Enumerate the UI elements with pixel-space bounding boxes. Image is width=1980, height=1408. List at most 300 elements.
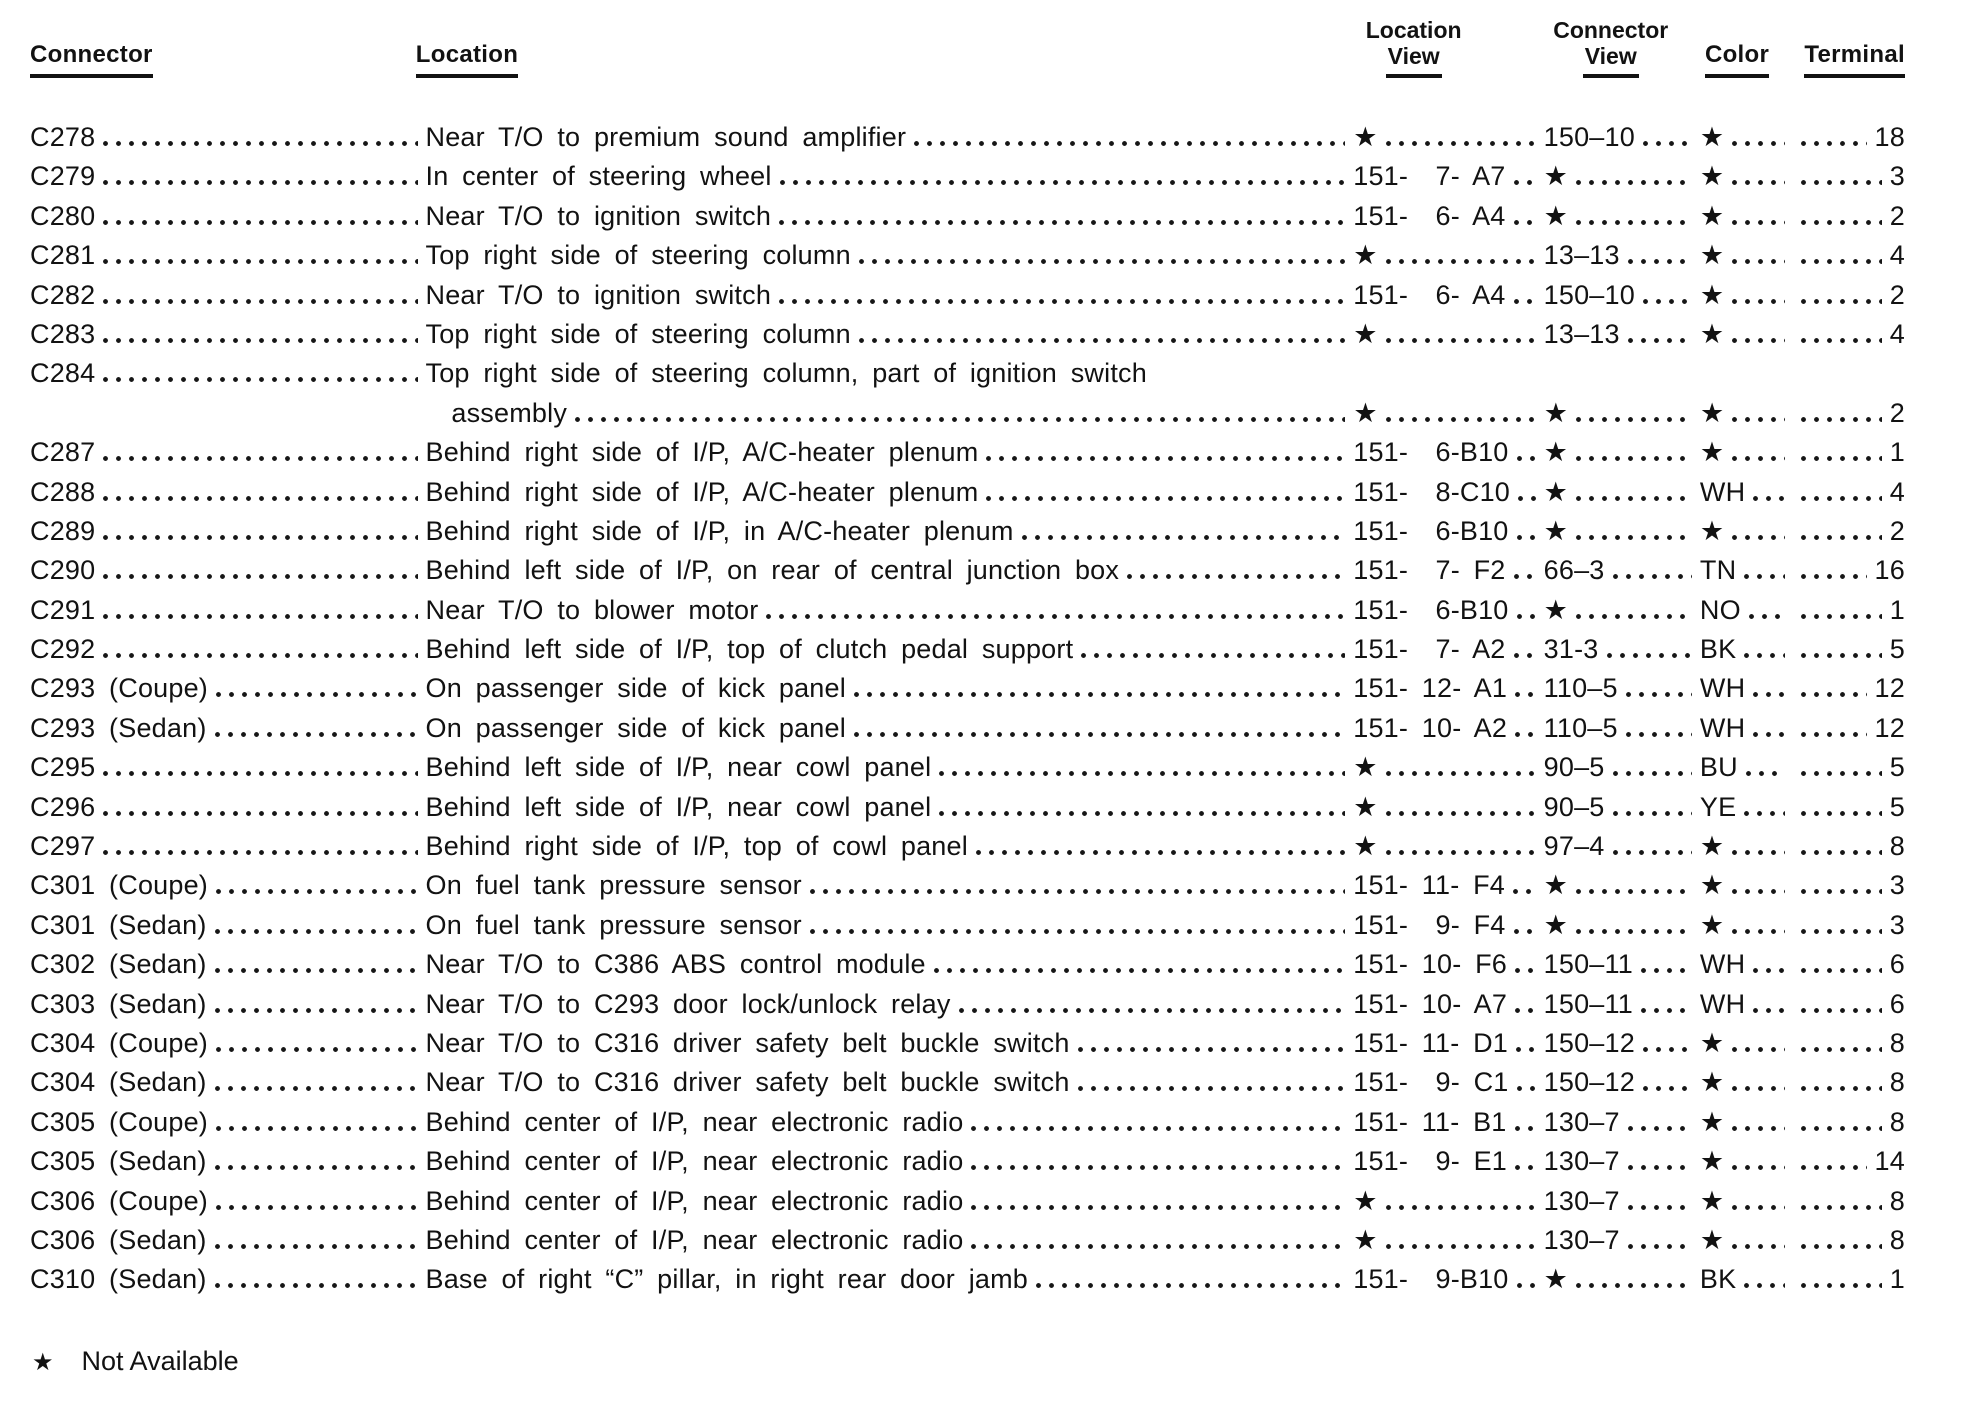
connector-id: C291 (30, 594, 96, 625)
connector-view-cell (1544, 473, 1700, 512)
terminal-value: 2 (1889, 279, 1905, 310)
location-view-value: 151- 8-C10 (1353, 476, 1511, 507)
connector-view-value: 150–12 (1543, 1067, 1635, 1098)
terminal-cell (1793, 197, 1950, 236)
dot-leader (1613, 850, 1692, 855)
dot-leader (1386, 1244, 1536, 1249)
location-cell (426, 1063, 1354, 1102)
dot-leader (1576, 535, 1692, 540)
color-value: ★ (1699, 909, 1725, 940)
dot-leader (103, 220, 417, 225)
connector-cell (30, 1182, 426, 1221)
dot-leader (1801, 1244, 1882, 1249)
color-value: ★ (1699, 122, 1725, 152)
location-text: Near T/O to C316 driver safety belt buckle switch (425, 1027, 1070, 1058)
dot-leader (1576, 889, 1692, 894)
color-cell (1700, 1024, 1793, 1063)
location-view-cell (1353, 1260, 1543, 1299)
dot-leader (1801, 1165, 1867, 1170)
dot-leader (939, 811, 1345, 816)
location-text: Near T/O to C293 door lock/unlock relay (425, 988, 951, 1019)
connector-view-cell (1544, 945, 1700, 984)
connector-view-value: 90–5 (1543, 791, 1605, 822)
location-cell (426, 1260, 1354, 1299)
location-text: Base of right “C” pillar, in right rear door jamb (425, 1264, 1029, 1295)
color-cell (1700, 788, 1793, 827)
color-value: ★ (1699, 279, 1725, 310)
dot-leader (1753, 496, 1784, 501)
dot-leader (1576, 614, 1692, 619)
dot-leader (810, 889, 1345, 894)
dot-leader (1744, 811, 1784, 816)
location-view-cell (1353, 276, 1543, 315)
color-cell (1700, 236, 1793, 275)
connector-view-cell (1544, 354, 1700, 393)
location-text: Top right side of steering column (425, 240, 851, 271)
connector-cell (30, 709, 426, 748)
dot-leader (1732, 1086, 1784, 1091)
connector-cell (30, 945, 426, 984)
dot-leader (1613, 811, 1692, 816)
dot-leader (959, 1008, 1346, 1013)
dot-leader (1746, 771, 1785, 776)
location-cell (426, 827, 1354, 866)
dot-leader (1386, 811, 1536, 816)
location-text: Behind left side of I/P, top of clutch pedal support (425, 634, 1074, 665)
location-text: Behind right side of I/P, A/C-heater plenum (425, 476, 979, 507)
dot-leader (1386, 338, 1536, 343)
dot-leader (1744, 574, 1784, 579)
dot-leader (1801, 535, 1882, 540)
connector-view-cell (1544, 157, 1700, 196)
dot-leader (1732, 535, 1784, 540)
color-value: ★ (1699, 200, 1725, 231)
connector-id: C279 (30, 161, 96, 192)
dot-leader (1801, 1205, 1882, 1210)
dot-leader (216, 692, 418, 697)
location-view-value: ★ (1353, 1185, 1378, 1216)
dot-leader (215, 1086, 418, 1091)
location-view-cell (1353, 630, 1543, 669)
color-cell (1700, 512, 1793, 551)
dot-leader (854, 732, 1345, 737)
dot-leader (1515, 732, 1536, 737)
connector-view-value: 130–7 (1543, 1224, 1620, 1255)
table-row (30, 591, 1950, 630)
terminal-cell (1793, 118, 1950, 157)
dot-leader (1732, 141, 1784, 146)
dot-leader (103, 614, 417, 619)
color-cell (1700, 394, 1793, 433)
connector-view-value: ★ (1543, 870, 1569, 901)
dot-leader (103, 456, 417, 461)
terminal-cell (1793, 512, 1950, 551)
terminal-cell (1793, 1142, 1950, 1181)
color-cell (1700, 1182, 1793, 1221)
dot-leader (1801, 574, 1867, 579)
table-row (30, 945, 1950, 984)
dot-leader (1801, 1008, 1882, 1013)
color-cell (1700, 118, 1793, 157)
table-row (30, 433, 1950, 472)
dot-leader (934, 968, 1346, 973)
location-view-value: 151- 6-B10 (1353, 515, 1509, 546)
terminal-cell (1793, 788, 1950, 827)
dot-leader (1732, 299, 1784, 304)
connector-view-value: 13–13 (1543, 318, 1620, 349)
connector-cell (30, 748, 426, 787)
dot-leader (216, 1126, 418, 1131)
location-cell (425, 394, 1353, 433)
dot-leader (1749, 614, 1785, 619)
dot-leader (1628, 259, 1692, 264)
table-row (30, 1063, 1950, 1102)
dot-leader (854, 692, 1345, 697)
dot-leader (1641, 968, 1692, 973)
terminal-cell (1793, 354, 1950, 393)
location-cell (426, 866, 1354, 905)
location-view-cell (1353, 394, 1543, 433)
location-view-cell (1353, 118, 1543, 157)
connector-view-cell (1544, 433, 1700, 472)
connector-view-value: 150–11 (1543, 949, 1633, 980)
dot-leader (1732, 929, 1784, 934)
color-value: ★ (1699, 1224, 1725, 1255)
dot-leader (103, 299, 417, 304)
connector-id: C301 (Sedan) (30, 909, 207, 940)
terminal-value: 3 (1889, 909, 1905, 940)
connector-view-cell (1544, 630, 1700, 669)
color-cell (1700, 1103, 1793, 1142)
connector-id: C306 (Sedan) (30, 1224, 207, 1255)
connector-cell (30, 236, 426, 275)
dot-leader (1732, 180, 1784, 185)
terminal-value: 8 (1889, 1185, 1905, 1216)
terminal-cell (1793, 1182, 1950, 1221)
dot-leader (1517, 1283, 1536, 1288)
location-view-value: 151- 7- A7 (1353, 161, 1506, 192)
dot-leader (1613, 574, 1692, 579)
location-view-cell (1353, 591, 1543, 630)
color-value: TN (1699, 555, 1737, 586)
connector-id: C310 (Sedan) (30, 1264, 207, 1295)
table-row (30, 906, 1950, 945)
color-value: ★ (1699, 1027, 1725, 1058)
dot-leader (1517, 535, 1536, 540)
connector-cell (30, 788, 426, 827)
color-value: BK (1699, 634, 1737, 665)
connector-view-value: 150–12 (1543, 1027, 1635, 1058)
color-cell (1700, 1260, 1793, 1299)
connector-view-value: 110–5 (1543, 673, 1618, 704)
connector-view-value: 97–4 (1543, 831, 1605, 862)
dot-leader (1386, 259, 1536, 264)
table-row (30, 827, 1950, 866)
terminal-cell (1793, 1260, 1950, 1299)
dot-leader (1801, 338, 1882, 343)
terminal-value: 8 (1889, 1027, 1905, 1058)
connector-view-cell (1544, 315, 1700, 354)
location-cell (426, 197, 1354, 236)
location-view-cell (1353, 1142, 1543, 1181)
table-row (30, 354, 1950, 393)
dot-leader (103, 771, 417, 776)
connector-view-value: ★ (1543, 594, 1569, 625)
connector-cell (30, 827, 426, 866)
connector-view-cell (1544, 1024, 1700, 1063)
location-view-cell (1353, 157, 1543, 196)
location-view-value: ★ (1353, 831, 1378, 862)
terminal-cell (1793, 630, 1950, 669)
location-text: Top right side of steering column (425, 318, 851, 349)
location-view-value: 151- 10- F6 (1353, 949, 1508, 980)
connector-cell (30, 866, 426, 905)
location-text: Near T/O to C386 ABS control module (425, 949, 926, 980)
header-connector-label: Connector (30, 43, 153, 78)
dot-leader (1732, 259, 1784, 264)
table-row (30, 1221, 1950, 1260)
table-row (30, 748, 1950, 787)
dot-leader (1576, 220, 1692, 225)
connector-id: C295 (30, 752, 96, 783)
dot-leader (1628, 338, 1692, 343)
location-cell (426, 1024, 1354, 1063)
dot-leader (1607, 653, 1692, 658)
header-connector-view-top: Connector (1553, 17, 1669, 43)
color-value: ★ (1699, 240, 1725, 271)
connector-id: C287 (30, 437, 96, 468)
terminal-value: 5 (1889, 791, 1905, 822)
color-cell (1700, 945, 1793, 984)
connector-view-value: 150–10 (1543, 279, 1635, 310)
dot-leader (859, 259, 1345, 264)
location-view-value: 151- 7- F2 (1353, 555, 1506, 586)
header-location-label: Location (416, 43, 518, 78)
dot-leader (215, 1165, 418, 1170)
location-view-cell (1353, 1024, 1543, 1063)
terminal-value: 4 (1889, 318, 1905, 349)
dot-leader (939, 771, 1345, 776)
location-view-cell (1353, 985, 1543, 1024)
color-cell (1700, 827, 1793, 866)
color-value: ★ (1699, 870, 1725, 901)
dot-leader (1801, 929, 1882, 934)
connector-id: C282 (30, 279, 96, 310)
terminal-cell (1793, 945, 1950, 984)
location-view-cell (1353, 197, 1543, 236)
location-view-cell (1353, 945, 1543, 984)
color-value: YE (1699, 791, 1737, 822)
dot-leader (1641, 1008, 1692, 1013)
dot-leader (216, 1205, 418, 1210)
terminal-cell (1793, 591, 1950, 630)
table-row (30, 669, 1950, 708)
dot-leader (1626, 732, 1692, 737)
connector-id: C303 (Sedan) (30, 988, 207, 1019)
dot-leader (1127, 574, 1345, 579)
location-view-value: 151- 9- C1 (1353, 1067, 1509, 1098)
location-cell (426, 669, 1354, 708)
terminal-value: 8 (1889, 1106, 1905, 1137)
location-text: On fuel tank pressure sensor (425, 909, 802, 940)
location-text: Behind center of I/P, near electronic radio (425, 1224, 964, 1255)
connector-table (30, 0, 1950, 1300)
location-view-cell (1353, 236, 1543, 275)
dot-leader (1732, 1244, 1784, 1249)
dot-leader (103, 180, 417, 185)
dot-leader (1514, 929, 1536, 934)
color-value: ★ (1699, 1106, 1725, 1137)
location-cell (426, 433, 1354, 472)
color-cell (1700, 354, 1793, 393)
color-cell (1700, 591, 1793, 630)
connector-view-cell (1544, 1103, 1700, 1142)
location-view-value: ★ (1353, 752, 1378, 783)
dot-leader (103, 338, 417, 343)
dot-leader (1732, 1165, 1784, 1170)
dot-leader (1576, 929, 1692, 934)
dot-leader (779, 220, 1345, 225)
connector-view-cell (1544, 394, 1700, 433)
dot-leader (1753, 732, 1784, 737)
location-cell (426, 512, 1354, 551)
location-cell (426, 985, 1354, 1024)
dot-leader (1732, 1205, 1784, 1210)
connector-cell (30, 315, 426, 354)
connector-view-value: ★ (1543, 515, 1569, 546)
connector-cell (30, 591, 426, 630)
header-location-view-top: Location (1365, 17, 1462, 43)
dot-leader (215, 1008, 418, 1013)
dot-leader (1514, 220, 1536, 225)
terminal-value: 8 (1889, 1067, 1905, 1098)
dot-leader (810, 929, 1345, 934)
connector-view-cell (1544, 276, 1700, 315)
terminal-value: 4 (1889, 240, 1905, 271)
terminal-cell (1793, 866, 1950, 905)
location-cell (426, 276, 1354, 315)
location-view-value: ★ (1353, 122, 1378, 152)
location-view-cell (1353, 866, 1543, 905)
table-row (30, 236, 1950, 275)
dot-leader (1801, 180, 1882, 185)
connector-view-value: 130–7 (1543, 1106, 1620, 1137)
table-row (30, 157, 1950, 196)
connector-view-value: ★ (1543, 161, 1569, 192)
connector-view-value: 31-3 (1543, 634, 1599, 665)
connector-cell (30, 669, 426, 708)
dot-leader (103, 141, 417, 146)
connector-cell (30, 354, 426, 393)
color-cell (1700, 197, 1793, 236)
dot-leader (1576, 456, 1692, 461)
dot-leader (986, 496, 1345, 501)
location-view-value: 151- 9-B10 (1353, 1264, 1509, 1295)
connector-view-value: ★ (1543, 200, 1569, 231)
dot-leader (1801, 1047, 1882, 1052)
connector-view-cell (1544, 985, 1700, 1024)
dot-leader (1576, 1283, 1692, 1288)
location-view-value: 151- 9- E1 (1353, 1146, 1508, 1177)
terminal-value: 1 (1889, 594, 1905, 625)
connector-cell (30, 1103, 426, 1142)
connector-cell (30, 197, 426, 236)
dot-leader (1514, 574, 1536, 579)
location-view-cell (1353, 709, 1543, 748)
dot-leader (215, 732, 418, 737)
header-location (416, 43, 1321, 78)
location-cell (426, 1142, 1354, 1181)
terminal-value: 1 (1889, 1264, 1905, 1295)
connector-id: C305 (Coupe) (30, 1106, 208, 1137)
dot-leader (971, 1205, 1345, 1210)
dot-leader (575, 417, 1345, 422)
connector-id: C280 (30, 200, 96, 231)
location-text: Behind left side of I/P, near cowl panel (425, 791, 932, 822)
location-cell (426, 1103, 1354, 1142)
color-cell (1700, 985, 1793, 1024)
color-cell (1700, 1221, 1793, 1260)
connector-cell (30, 473, 426, 512)
header-connector-view (1535, 17, 1697, 78)
location-view-cell (1353, 1103, 1543, 1142)
dot-leader (1801, 299, 1882, 304)
terminal-value: 2 (1889, 515, 1905, 546)
terminal-value: 14 (1874, 1146, 1905, 1177)
connector-id: C297 (30, 831, 96, 862)
location-cell (426, 945, 1354, 984)
color-value: BU (1699, 752, 1738, 783)
dot-leader (1514, 653, 1536, 658)
location-view-cell (1353, 433, 1543, 472)
connector-id: C304 (Coupe) (30, 1027, 208, 1058)
not-available-star-icon: ★ (32, 1349, 54, 1376)
dot-leader (1078, 1047, 1346, 1052)
dot-leader (1732, 417, 1784, 422)
dot-leader (103, 811, 417, 816)
dot-leader (1626, 692, 1692, 697)
location-view-cell (1353, 473, 1543, 512)
dot-leader (1643, 141, 1692, 146)
table-row (30, 866, 1950, 905)
location-view-cell (1353, 1221, 1543, 1260)
dot-leader (1078, 1086, 1346, 1091)
table-row (30, 1142, 1950, 1181)
header-connector (30, 43, 416, 78)
table-row (30, 1103, 1950, 1142)
connector-view-cell (1544, 236, 1700, 275)
location-view-value: ★ (1353, 1224, 1378, 1255)
dot-leader (103, 377, 417, 382)
location-view-cell (1353, 788, 1543, 827)
connector-id: C288 (30, 476, 96, 507)
location-cell (426, 709, 1354, 748)
table-row (30, 394, 1950, 433)
color-value: ★ (1699, 318, 1725, 349)
location-text: Behind left side of I/P, near cowl panel (425, 752, 932, 783)
location-cell (426, 591, 1354, 630)
location-text: On passenger side of kick panel (425, 673, 846, 704)
dot-leader (859, 338, 1345, 343)
connector-cell (30, 551, 426, 590)
connector-view-cell (1544, 669, 1700, 708)
location-text: Near T/O to C316 driver safety belt buckle switch (425, 1067, 1070, 1098)
dot-leader (1643, 299, 1692, 304)
connector-id: C278 (30, 122, 96, 152)
color-value: NO (1699, 594, 1741, 625)
connector-cell (30, 985, 426, 1024)
connector-view-cell (1544, 591, 1700, 630)
